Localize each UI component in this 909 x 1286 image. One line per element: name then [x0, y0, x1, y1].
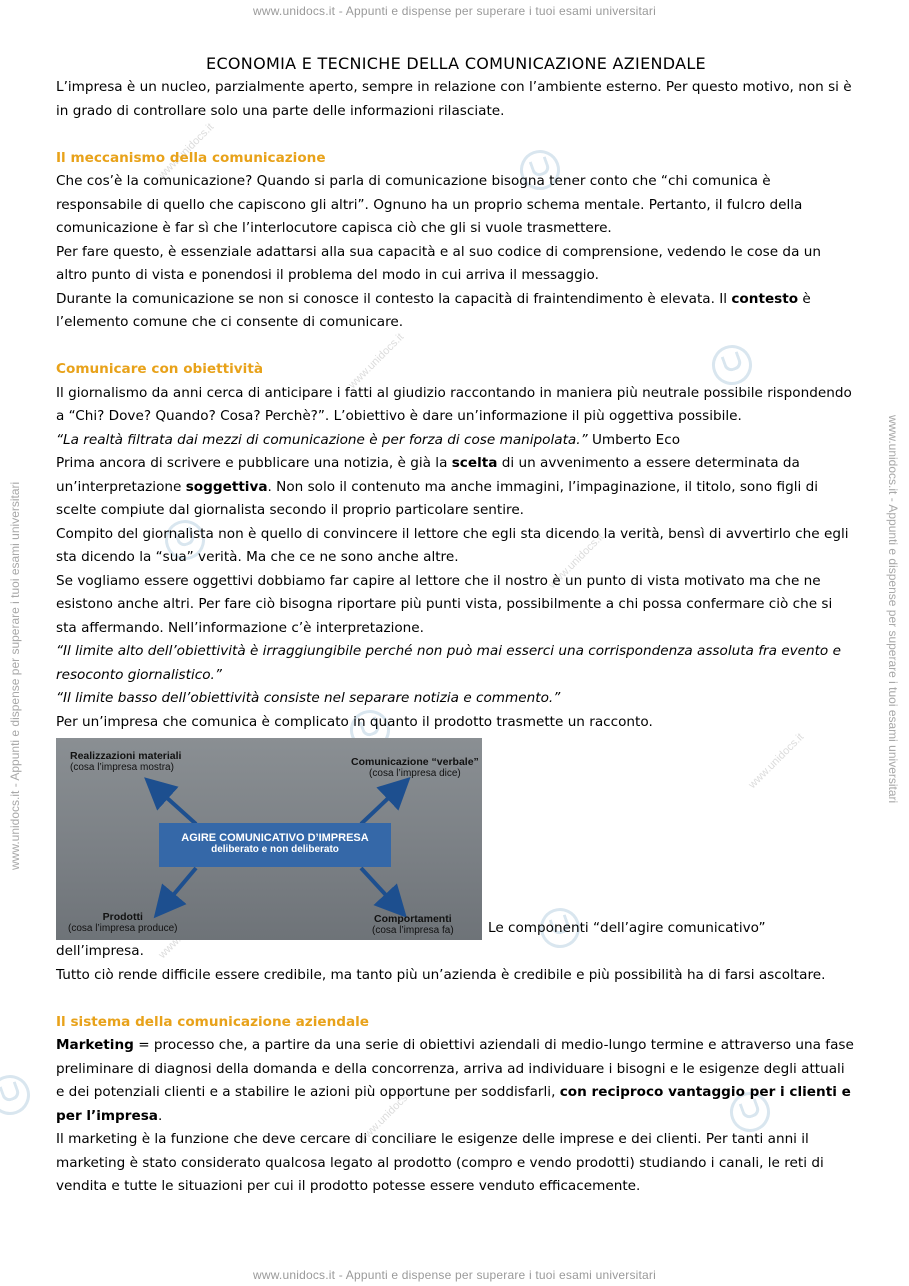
diagram-label-top-left: [70, 751, 181, 773]
document-body: [56, 52, 856, 1199]
text-run: è l’elemento comune che ci consente di comunicare.: [56, 290, 811, 330]
quote: “Il limite alto dell’obiettività è irraggiungibile perché non può mai esserci una corrispondenza assoluta fra evento e resoconto giornalistico.”: [56, 643, 841, 683]
figure-row: [56, 738, 856, 940]
paragraph: [56, 1034, 856, 1128]
watermark-side-left: www.unidocs.it - Appunti e dispense per superare i tuoi esami universitari: [8, 481, 22, 870]
diagram-label-bottom-left: [68, 912, 178, 934]
diagram-label-bottom-right: [372, 914, 454, 936]
label-sub: (cosa l’impresa produce): [68, 923, 178, 934]
paragraph: Se vogliamo essere oggettivi dobbiamo far capire al lettore che il nostro è un punto di vista motivato ma che ne esistono anche altri. Per fare ciò bisogna riportare più punti vista, possibilmente a chi possa confermare ciò che si sta affermando. Nell’informazione c’è interpretazione.: [56, 572, 833, 636]
quote-author: Umberto Eco: [587, 431, 681, 448]
label-title: Prodotti: [102, 911, 143, 923]
watermark-diagonal: www.unidocs.it: [346, 331, 407, 391]
paragraph: Tutto ciò rende difficile essere credibile, ma tanto più un’azienda è credibile e più possibilità ha di farsi ascoltare.: [56, 966, 826, 983]
watermark-diagonal: www.unidocs.it: [546, 531, 607, 591]
label-sub: (cosa l’impresa fa): [372, 925, 454, 936]
paragraph: Compito del giornalista non è quello di convincere il lettore che egli sta dicendo la verità, bensì di avvertirlo che egli sta dicendo la “sua” verità. Ma che ce ne sono anche altre.: [56, 525, 849, 565]
quote-line: [56, 429, 856, 453]
box-subtitle: deliberato e non deliberato: [211, 844, 339, 855]
text-run: .: [157, 1107, 163, 1124]
watermark-side-right: www.unidocs.it - Appunti e dispense per superare i tuoi esami universitari: [886, 415, 900, 804]
diagram-label-top-right: [351, 757, 479, 779]
box-title: AGIRE COMUNICATIVO D’IMPRESA: [181, 832, 369, 844]
text-run: Prima ancora di scrivere e pubblicare una notizia, è già la: [56, 455, 452, 471]
watermark-diagonal: www.unidocs.it: [356, 1086, 417, 1146]
bold-term: scelta: [451, 455, 498, 471]
section-heading: Comunicare con obiettività: [56, 361, 263, 377]
watermark-footer: www.unidocs.it - Appunti e dispense per superare i tuoi esami universitari: [253, 1268, 656, 1282]
paragraph: [56, 452, 856, 523]
unidocs-logo-icon: [0, 1069, 36, 1120]
watermark-diagonal: www.unidocs.it: [156, 121, 217, 181]
page-title: ECONOMIA E TECNICHE DELLA COMUNICAZIONE AZIENDALE: [206, 54, 706, 73]
text-run: di un avvenimento a essere determinata da un’interpretazione: [56, 455, 800, 495]
diagram-photo: [56, 738, 482, 940]
text-run: = processo che, a partire da una serie di obiettivi aziendali di medio-lungo termine e attraverso una fase preliminare di diagnosi della domanda e della concorrenza, arriva ad individuare i bisogni e le esigenze degli attuali e dei potenziali clienti e a stabilire le azioni più opportune per soddisfarli,: [56, 1037, 854, 1100]
label-title: Comunicazione “verbale”: [351, 756, 479, 768]
label-sub: (cosa l’impresa mostra): [70, 762, 174, 773]
figure-caption: Le componenti “dell’agire comunicativo”: [488, 919, 766, 936]
section-heading: Il meccanismo della comunicazione: [56, 149, 326, 166]
section-heading: Il sistema della comunicazione aziendale: [56, 1013, 370, 1030]
bold-term: soggettiva: [185, 478, 268, 495]
bold-term: con reciproco vantaggio per i clienti e per l’impresa: [56, 1084, 851, 1124]
quote: “La realtà filtrata dai mezzi di comunicazione è per forza di cose manipolata.”: [56, 431, 588, 448]
diagram-central-box: [159, 823, 391, 867]
bold-term: Marketing: [56, 1037, 134, 1053]
text-run: . Non solo il contenuto ma anche immagini, l’impaginazione, il titolo, sono figli di scelte compiute dal giornalista secondo il proprio particolare sentire.: [56, 478, 818, 518]
paragraph: [56, 288, 856, 335]
label-title: Realizzazioni materiali: [70, 750, 182, 762]
intro-paragraph: L’impresa è un nucleo, parzialmente aperto, sempre in relazione con l’ambiente esterno. Per questo motivo, non si è in grado di controllare solo una parte delle informazioni rilasciate.: [56, 79, 852, 119]
watermark-header: www.unidocs.it - Appunti e dispense per superare i tuoi esami universitari: [253, 4, 656, 18]
figure-caption-continued: dell’impresa.: [56, 943, 144, 959]
paragraph: Il marketing è la funzione che deve cercare di conciliare le esigenze delle imprese e dei clienti. Per tanti anni il marketing è stato considerato qualcosa legato al prodotto (compro e vendo prodotti) studiando i canali, le reti di vendita e tutte le situazioni per cui il prodotto potesse essere venduto efficacemente.: [56, 1131, 824, 1194]
paragraph: Per fare questo, è essenziale adattarsi alla sua capacità e al suo codice di comprensione, vedendo le cose da un altro punto di vista e ponendosi il problema del modo in cui arriva il messaggio.: [56, 243, 821, 283]
watermark-diagonal: www.unidocs.it: [746, 731, 807, 791]
label-title: Comportamenti: [374, 913, 452, 925]
paragraph: Per un’impresa che comunica è complicato in quanto il prodotto trasmette un racconto.: [56, 713, 653, 730]
label-sub: (cosa l’impresa dice): [369, 768, 461, 779]
quote: “Il limite basso dell’obiettività consiste nel separare notizia e commento.”: [56, 690, 561, 706]
bold-term: contesto: [731, 290, 799, 307]
paragraph: Che cos’è la comunicazione? Quando si parla di comunicazione bisogna tener conto che “chi comunica è responsabile di quello che capiscono gli altri”. Ognuno ha un proprio schema mentale. Pertanto, il fulcro della comunicazione è far sì che l’interlocutore capisca ciò che gli si vuole trasmettere.: [56, 173, 803, 236]
text-run: Durante la comunicazione se non si conosce il contesto la capacità di fraintendimento è elevata. Il: [56, 290, 732, 307]
paragraph: Il giornalismo da anni cerca di anticipare i fatti al giudizio raccontando in maniera più neutrale possibile rispondendo a “Chi? Dove? Quando? Cosa? Perchè?”. L’obiettivo è dare un’informazione il più oggettiva possibile.: [56, 384, 852, 424]
